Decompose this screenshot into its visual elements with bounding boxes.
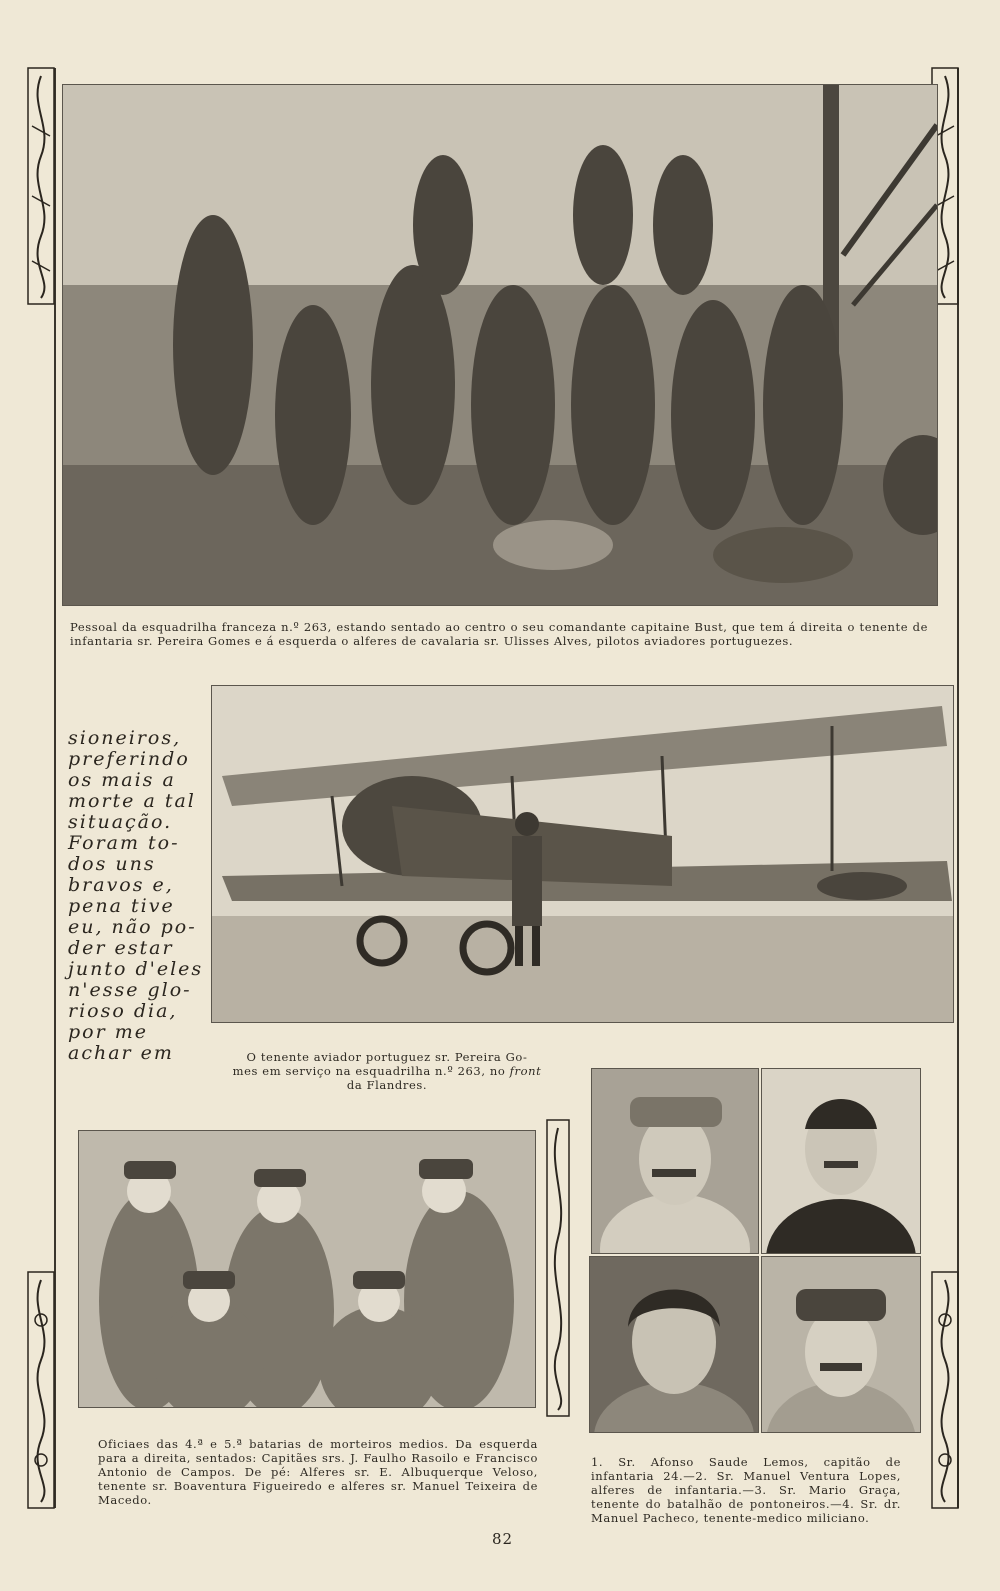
airplane-caption-emphasis: front [509,1064,542,1078]
side-text-line: morte a tal [68,790,196,812]
airplane-caption-line1: O tenente aviador portuguez sr. Pereira Go- [246,1050,528,1064]
side-text-line: junto d'eles [68,958,204,980]
ornament-bottom-right [930,1270,960,1510]
airplane-caption-line3: da Flandres. [346,1078,428,1092]
ornament-bottom-left [26,1270,56,1510]
side-text-line: achar em [68,1042,174,1064]
side-text-line: pena tive [68,895,175,917]
portrait-2-photo [761,1068,921,1254]
airplane-photo [211,685,954,1023]
side-article-text [68,727,204,1064]
side-text-line: der estar [68,937,174,959]
airplane-caption-text: mes em serviço na esquadrilha n.º 263, no [232,1064,510,1078]
officers-caption: Oficiaes das 4.ª e 5.ª batarias de morteiros medios. Da esquerda para a direita, sentados: Capitães srs. J. Faulho Rasoilo e Francisco Antonio de Campos. De pé: Alferes sr. E. Albuquerque Veloso, tenente sr. Boaventura Figueiredo e alferes sr. Manuel Teixeira de Macedo. [98,1437,538,1507]
side-text-line: os mais a [68,769,176,791]
portrait-4-photo [761,1256,921,1433]
airplane-caption-line2 [212,1064,562,1078]
side-text-line: Foram to- [68,832,180,854]
side-text-line: bravos e, [68,874,174,896]
side-text-line: n'esse glo- [68,979,192,1001]
side-text-line: eu, não po- [68,916,197,938]
portrait-1-photo [591,1068,759,1254]
side-text-line: situação. [68,811,173,833]
side-text-line: sioneiros, [68,727,182,749]
ornament-top-left [26,66,56,306]
ornament-middle [545,1118,571,1418]
portraits-caption: 1. Sr. Afonso Saude Lemos, capitão de infantaria 24.—2. Sr. Manuel Ventura Lopes, alferes de infantaria.—3. Sr. Mario Graça, tenente do batalhão de pontoneiros.—4. Sr. dr. Manuel Pacheco, tenente-medico miliciano. [591,1455,901,1525]
airplane-caption [212,1050,562,1092]
portrait-3-photo [589,1256,759,1433]
side-text-line: rioso dia, [68,1000,178,1022]
squadron-caption: Pessoal da esquadrilha franceza n.º 263, estando sentado ao centro o seu comandante capitaine Bust, que tem á direita o tenente de infantaria sr. Pereira Gomes e á esquerda o alferes de cavalaria sr. Ulisses Alves, pilotos aviadores portuguezes. [70,620,928,648]
officers-group-photo [78,1130,536,1408]
side-text-line: por me [68,1021,148,1043]
page-number: 82 [492,1530,514,1548]
side-text-line: preferindo [68,748,190,770]
side-text-line: dos uns [68,853,156,875]
squadron-group-photo [62,84,938,606]
